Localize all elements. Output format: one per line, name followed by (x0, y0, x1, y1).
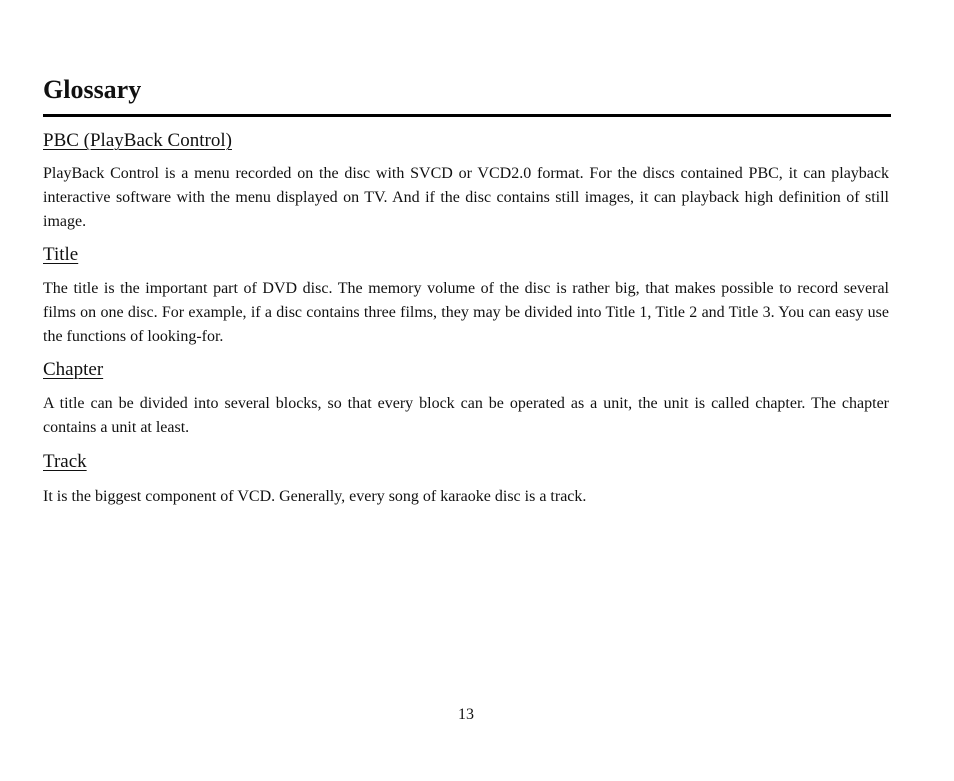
section-body-title: The title is the important part of DVD disc. The memory volume of the disc is rather big, that makes possible to record several films on one disc. For example, if a disc contains three films, they may be divided into Title 1, Title 2 and Title 3. You can easy use the functions of looking-for. (43, 280, 889, 345)
document-page (43, 74, 891, 509)
section-pbc (43, 129, 891, 234)
title-divider (43, 114, 891, 117)
section-body-chapter: A title can be divided into several blocks, so that every block can be operated as a unit, the unit is called chapter. The chapter contains a unit at least. (43, 395, 889, 436)
section-heading-track: Track (43, 451, 87, 472)
section-title (43, 243, 891, 349)
section-chapter (43, 358, 891, 440)
section-track (43, 450, 891, 509)
page-title: Glossary (43, 75, 142, 104)
section-heading-title: Title (43, 244, 79, 265)
page-number: 13 (458, 706, 474, 723)
section-body-track: It is the biggest component of VCD. Generally, every song of karaoke disc is a track. (43, 488, 587, 505)
section-heading-pbc: PBC (PlayBack Control) (43, 130, 232, 151)
section-heading-chapter: Chapter (43, 359, 104, 380)
section-body-pbc: PlayBack Control is a menu recorded on the disc with SVCD or VCD2.0 format. For the discs contained PBC, it can playback interactive software with the menu displayed on TV. And if the disc contains still images, it can playback high definition of still image. (43, 165, 889, 230)
